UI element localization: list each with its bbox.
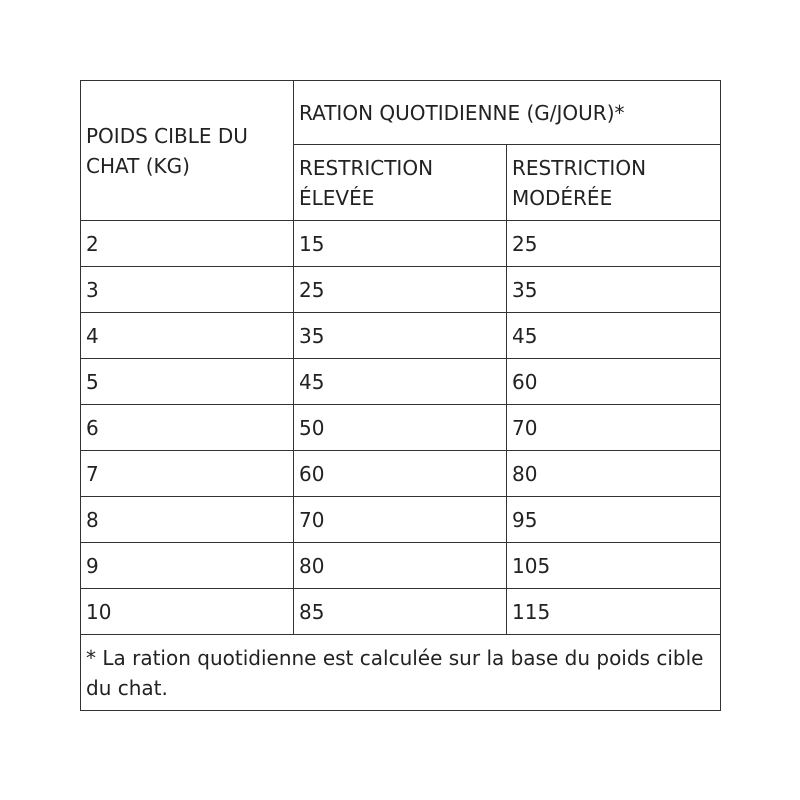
header-target-weight: POIDS CIBLE DU CHAT (KG) bbox=[81, 81, 294, 221]
cell-weight: 6 bbox=[81, 405, 294, 451]
cell-high: 50 bbox=[294, 405, 507, 451]
header-moderate-restriction: RESTRICTION MODÉRÉE bbox=[507, 145, 721, 221]
footnote: * La ration quotidienne est calculée sur la base du poids cible du chat. bbox=[81, 635, 721, 711]
header-daily-ration: RATION QUOTIDIENNE (G/JOUR)* bbox=[294, 81, 721, 145]
cell-high: 60 bbox=[294, 451, 507, 497]
cell-weight: 2 bbox=[81, 221, 294, 267]
cell-moderate: 70 bbox=[507, 405, 721, 451]
cell-high: 80 bbox=[294, 543, 507, 589]
cell-moderate: 95 bbox=[507, 497, 721, 543]
cell-moderate: 25 bbox=[507, 221, 721, 267]
table-row bbox=[81, 451, 721, 497]
table-row bbox=[81, 267, 721, 313]
table-row bbox=[81, 313, 721, 359]
table-row bbox=[81, 405, 721, 451]
footnote-row bbox=[81, 635, 721, 711]
cell-high: 25 bbox=[294, 267, 507, 313]
header-high-restriction: RESTRICTION ÉLEVÉE bbox=[294, 145, 507, 221]
cell-moderate: 35 bbox=[507, 267, 721, 313]
table-row bbox=[81, 497, 721, 543]
table-row bbox=[81, 543, 721, 589]
cell-weight: 4 bbox=[81, 313, 294, 359]
cell-high: 15 bbox=[294, 221, 507, 267]
cell-high: 70 bbox=[294, 497, 507, 543]
cell-moderate: 105 bbox=[507, 543, 721, 589]
cell-high: 45 bbox=[294, 359, 507, 405]
table-row bbox=[81, 359, 721, 405]
cell-moderate: 45 bbox=[507, 313, 721, 359]
cell-weight: 5 bbox=[81, 359, 294, 405]
cell-moderate: 115 bbox=[507, 589, 721, 635]
cell-weight: 9 bbox=[81, 543, 294, 589]
cell-high: 85 bbox=[294, 589, 507, 635]
table-row bbox=[81, 589, 721, 635]
ration-table bbox=[80, 80, 721, 711]
ration-table-container bbox=[80, 80, 720, 711]
cell-weight: 8 bbox=[81, 497, 294, 543]
cell-moderate: 60 bbox=[507, 359, 721, 405]
cell-moderate: 80 bbox=[507, 451, 721, 497]
table-row bbox=[81, 221, 721, 267]
header-row-group bbox=[81, 81, 721, 145]
cell-weight: 7 bbox=[81, 451, 294, 497]
cell-weight: 3 bbox=[81, 267, 294, 313]
cell-weight: 10 bbox=[81, 589, 294, 635]
cell-high: 35 bbox=[294, 313, 507, 359]
